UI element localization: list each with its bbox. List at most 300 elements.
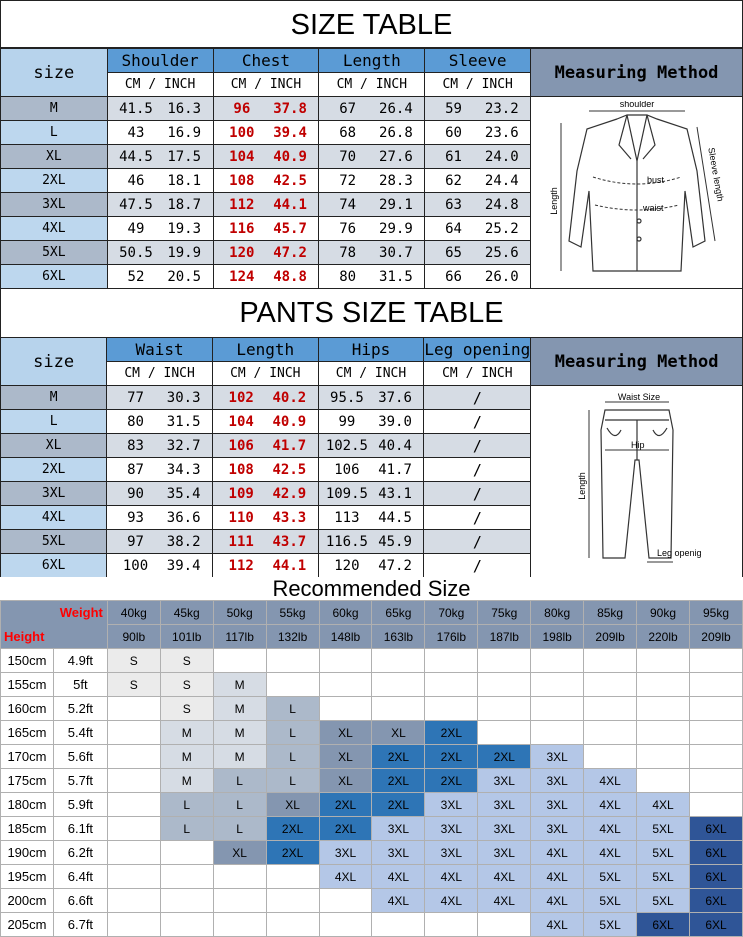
inch-value: 44.1 — [273, 196, 307, 213]
cm-value: 77 — [127, 389, 144, 406]
recommended-size-cell: 6XL — [689, 841, 742, 865]
height-ft: 5.2ft — [53, 697, 107, 721]
recommended-size-cell — [478, 673, 531, 697]
inch-value: 43.1 — [378, 485, 412, 502]
recommended-size-cell: L — [266, 721, 319, 745]
size-cell: 5XL — [1, 241, 108, 265]
recommended-size-cell — [689, 649, 742, 673]
inch-value: 44.5 — [378, 509, 412, 526]
coat-size-table-title: SIZE TABLE — [0, 0, 743, 48]
value-cell — [107, 554, 213, 578]
recommended-size-cell — [319, 889, 372, 913]
recommended-size-cell — [637, 697, 690, 721]
inch-value: 40.4 — [378, 437, 412, 454]
inch-value: 25.6 — [484, 244, 519, 261]
recommended-size-cell — [689, 721, 742, 745]
value-cell: / — [424, 530, 531, 554]
recommended-size-cell — [531, 673, 584, 697]
inch-value: 30.3 — [166, 389, 201, 406]
inch-value: 48.8 — [273, 268, 307, 285]
recommended-size-cell: S — [160, 673, 213, 697]
value-cell — [318, 554, 424, 578]
pants-diagram-icon — [547, 390, 727, 570]
measuring-diagram — [531, 97, 743, 289]
recommended-size-cell — [160, 889, 213, 913]
value-cell — [425, 217, 531, 241]
value-cell — [107, 97, 213, 121]
recommended-size-cell: 2XL — [425, 745, 478, 769]
value-cell — [318, 386, 424, 410]
value-cell — [212, 386, 318, 410]
inch-value: 41.7 — [378, 461, 412, 478]
value-cell — [107, 265, 213, 289]
measuring-method-header: Measuring Method — [531, 338, 743, 386]
recommended-size-cell: 3XL — [425, 793, 478, 817]
value-cell — [107, 386, 213, 410]
inch-value: 37.6 — [378, 389, 412, 406]
column-header: Shoulder — [107, 49, 213, 73]
svg-text:Length: Length — [576, 471, 587, 500]
height-ft: 6.4ft — [53, 865, 107, 889]
weight-height-corner — [1, 601, 108, 649]
height-cm: 160cm — [1, 697, 54, 721]
unit-label: CM / INCH — [424, 362, 531, 386]
recommended-size-cell — [637, 673, 690, 697]
pants-size-table-title: PANTS SIZE TABLE — [0, 289, 743, 337]
size-cell: M — [1, 386, 107, 410]
recommended-size-cell: 4XL — [531, 913, 584, 937]
recommended-size-cell — [689, 769, 742, 793]
height-ft: 5.4ft — [53, 721, 107, 745]
recommended-size-cell: 4XL — [531, 865, 584, 889]
recommended-size-cell — [478, 697, 531, 721]
value-cell — [319, 193, 425, 217]
inch-value: 42.9 — [272, 485, 307, 502]
height-row — [1, 769, 743, 793]
cm-value: 80 — [339, 268, 357, 285]
value-cell — [213, 121, 319, 145]
size-header: size — [1, 49, 108, 97]
cm-value: 59 — [445, 100, 462, 117]
recommended-size-cell: 5XL — [637, 841, 690, 865]
value-cell — [318, 506, 424, 530]
value-cell — [319, 121, 425, 145]
inch-value: 40.2 — [272, 389, 307, 406]
column-header: Hips — [318, 338, 424, 362]
weight-lb-header: 220lb — [637, 625, 690, 649]
size-cell: 6XL — [1, 265, 108, 289]
value-cell — [213, 265, 319, 289]
recommended-size-cell — [266, 913, 319, 937]
recommended-size-cell: 4XL — [584, 817, 637, 841]
svg-text:bust: bust — [646, 174, 664, 185]
recommended-size-cell — [213, 649, 266, 673]
recommended-size-cell: XL — [319, 769, 372, 793]
cm-value: 62 — [445, 172, 462, 189]
value-cell — [319, 169, 425, 193]
recommended-size-cell — [319, 913, 372, 937]
recommended-size-cell — [584, 649, 637, 673]
height-cm: 165cm — [1, 721, 54, 745]
recommended-size-cell — [637, 769, 690, 793]
recommended-size-cell — [107, 817, 160, 841]
value-cell — [319, 241, 425, 265]
height-ft: 6.6ft — [53, 889, 107, 913]
height-cm: 180cm — [1, 793, 54, 817]
height-label: Height — [4, 629, 45, 644]
cm-value: 63 — [445, 196, 462, 213]
recommended-size-cell: 3XL — [478, 841, 531, 865]
value-cell — [212, 410, 318, 434]
recommended-size-cell: L — [160, 793, 213, 817]
height-cm: 205cm — [1, 913, 54, 937]
inch-value: 24.8 — [484, 196, 519, 213]
recommended-size-cell: XL — [266, 793, 319, 817]
unit-label: CM / INCH — [318, 362, 424, 386]
weight-kg-header: 70kg — [425, 601, 478, 625]
recommended-size-cell: 2XL — [319, 793, 372, 817]
weight-lb-header: 163lb — [372, 625, 425, 649]
value-cell: / — [424, 482, 531, 506]
cm-value: 50.5 — [119, 244, 153, 261]
height-cm: 175cm — [1, 769, 54, 793]
recommended-size-cell — [584, 721, 637, 745]
value-cell: / — [424, 386, 531, 410]
cm-value: 116 — [229, 220, 255, 237]
cm-value: 100 — [229, 124, 255, 141]
cm-value: 60 — [445, 124, 462, 141]
unit-label: CM / INCH — [107, 362, 213, 386]
size-cell: XL — [1, 434, 107, 458]
cm-value: 74 — [339, 196, 357, 213]
recommended-size-cell — [689, 793, 742, 817]
inch-value: 25.2 — [484, 220, 519, 237]
height-row — [1, 865, 743, 889]
inch-value: 29.1 — [379, 196, 413, 213]
recommended-size-cell: M — [213, 721, 266, 745]
cm-value: 112 — [229, 196, 255, 213]
height-ft: 4.9ft — [53, 649, 107, 673]
inch-value: 39.4 — [273, 124, 307, 141]
recommended-size-cell — [107, 793, 160, 817]
cm-value: 64 — [445, 220, 462, 237]
size-cell: 4XL — [1, 217, 108, 241]
recommended-size-cell: 5XL — [637, 865, 690, 889]
coat-size-table — [0, 48, 743, 289]
inch-value: 28.3 — [379, 172, 413, 189]
inch-value: 29.9 — [379, 220, 413, 237]
column-header: Sleeve — [425, 49, 531, 73]
recommended-size-cell: 3XL — [372, 841, 425, 865]
recommended-size-cell — [160, 841, 213, 865]
value-cell — [213, 169, 319, 193]
recommended-size-cell: 3XL — [531, 769, 584, 793]
value-cell — [107, 217, 213, 241]
recommended-size-cell: L — [160, 817, 213, 841]
size-cell: M — [1, 97, 108, 121]
svg-text:waist: waist — [642, 202, 664, 213]
weight-kg-header: 85kg — [584, 601, 637, 625]
column-header: Chest — [213, 49, 319, 73]
value-cell — [425, 145, 531, 169]
weight-lb-header: 132lb — [266, 625, 319, 649]
inch-value: 45.9 — [378, 533, 412, 550]
recommended-size-cell: 4XL — [478, 889, 531, 913]
inch-value: 38.2 — [166, 533, 201, 550]
recommended-size-cell — [478, 649, 531, 673]
recommended-size-cell: M — [160, 721, 213, 745]
value-cell — [212, 530, 318, 554]
recommended-size-cell: 4XL — [372, 889, 425, 913]
recommended-size-cell — [372, 697, 425, 721]
inch-value: 20.5 — [167, 268, 202, 285]
unit-label: CM / INCH — [425, 73, 531, 97]
cm-value: 70 — [339, 148, 357, 165]
recommended-size-cell: 4XL — [425, 889, 478, 913]
recommended-size-cell — [584, 697, 637, 721]
recommended-size-cell — [107, 865, 160, 889]
unit-label: CM / INCH — [213, 73, 319, 97]
recommended-size-cell: 4XL — [372, 865, 425, 889]
weight-kg-header: 75kg — [478, 601, 531, 625]
inch-value: 36.6 — [166, 509, 201, 526]
value-cell — [425, 169, 531, 193]
recommended-size-cell: 5XL — [584, 889, 637, 913]
recommended-size-title: Recommended Size — [0, 577, 743, 600]
recommended-size-cell: 4XL — [584, 793, 637, 817]
recommended-size-cell — [689, 697, 742, 721]
svg-text:Sleeve length: Sleeve length — [705, 146, 726, 202]
inch-value: 34.3 — [166, 461, 201, 478]
recommended-size-cell — [266, 865, 319, 889]
cm-value: 106 — [334, 461, 360, 478]
recommended-size-cell — [531, 649, 584, 673]
cm-value: 61 — [445, 148, 462, 165]
value-cell — [425, 241, 531, 265]
inch-value: 35.4 — [166, 485, 201, 502]
size-cell: XL — [1, 145, 108, 169]
size-cell: 2XL — [1, 169, 108, 193]
value-cell — [107, 169, 213, 193]
recommended-size-cell: 3XL — [531, 793, 584, 817]
value-cell — [107, 482, 213, 506]
value-cell — [425, 193, 531, 217]
value-cell: / — [424, 410, 531, 434]
inch-value: 41.7 — [272, 437, 307, 454]
value-cell — [212, 554, 318, 578]
inch-value: 40.9 — [273, 148, 307, 165]
cm-value: 95.5 — [330, 389, 364, 406]
recommended-size-cell — [213, 913, 266, 937]
size-cell: 3XL — [1, 482, 107, 506]
value-cell — [107, 121, 213, 145]
recommended-size-cell: L — [266, 745, 319, 769]
cm-value: 76 — [339, 220, 357, 237]
cm-value: 65 — [445, 244, 462, 261]
value-cell — [212, 506, 318, 530]
recommended-size-cell — [637, 721, 690, 745]
weight-lb-header: 209lb — [584, 625, 637, 649]
weight-kg-row — [1, 601, 743, 625]
recommended-size-cell: 6XL — [637, 913, 690, 937]
height-row — [1, 793, 743, 817]
recommended-size-cell: 2XL — [372, 745, 425, 769]
inch-value: 37.8 — [273, 100, 307, 117]
value-cell — [213, 97, 319, 121]
height-row — [1, 889, 743, 913]
recommended-size-cell: XL — [319, 721, 372, 745]
value-cell — [212, 482, 318, 506]
value-cell — [107, 193, 213, 217]
cm-value: 102.5 — [325, 437, 368, 454]
recommended-size-cell — [425, 697, 478, 721]
recommended-size-cell — [266, 889, 319, 913]
recommended-size-cell — [319, 673, 372, 697]
recommended-size-cell: S — [107, 649, 160, 673]
column-header: Waist — [107, 338, 213, 362]
cm-value: 112 — [228, 557, 254, 574]
height-row — [1, 745, 743, 769]
recommended-size-cell — [160, 913, 213, 937]
inch-value: 23.6 — [484, 124, 519, 141]
inch-value: 26.8 — [379, 124, 413, 141]
recommended-size-cell: 2XL — [425, 769, 478, 793]
recommended-size-cell: 4XL — [531, 841, 584, 865]
cm-value: 43 — [127, 124, 145, 141]
unit-label: CM / INCH — [212, 362, 318, 386]
recommended-size-cell: XL — [213, 841, 266, 865]
cm-value: 102 — [228, 389, 254, 406]
cm-value: 104 — [228, 413, 254, 430]
recommended-size-cell: 4XL — [531, 889, 584, 913]
weight-lb-header: 209lb — [689, 625, 742, 649]
height-cm: 200cm — [1, 889, 54, 913]
svg-text:Leg openig: Leg openig — [656, 547, 702, 558]
height-row — [1, 673, 743, 697]
value-cell — [107, 530, 213, 554]
value-cell — [107, 458, 213, 482]
weight-kg-header: 65kg — [372, 601, 425, 625]
value-cell — [107, 145, 213, 169]
recommended-size-cell — [213, 865, 266, 889]
recommended-size-cell: XL — [372, 721, 425, 745]
cm-value: 80 — [127, 413, 144, 430]
inch-value: 18.1 — [167, 172, 202, 189]
height-ft: 6.2ft — [53, 841, 107, 865]
weight-lb-header: 198lb — [531, 625, 584, 649]
weight-kg-header: 50kg — [213, 601, 266, 625]
header-row — [1, 49, 743, 73]
cm-value: 90 — [127, 485, 144, 502]
recommended-size-cell: 5XL — [584, 913, 637, 937]
cm-value: 104 — [229, 148, 255, 165]
recommended-size-cell: 2XL — [478, 745, 531, 769]
value-cell — [318, 434, 424, 458]
cm-value: 106 — [228, 437, 254, 454]
cm-value: 47.5 — [119, 196, 153, 213]
inch-value: 32.7 — [166, 437, 201, 454]
inch-value: 18.7 — [167, 196, 202, 213]
recommended-size-cell — [107, 697, 160, 721]
value-cell — [319, 265, 425, 289]
value-cell: / — [424, 458, 531, 482]
recommended-size-cell: 6XL — [689, 913, 742, 937]
recommended-size-cell — [266, 673, 319, 697]
height-cm: 155cm — [1, 673, 54, 697]
inch-value: 23.2 — [484, 100, 519, 117]
inch-value: 40.9 — [272, 413, 307, 430]
cm-value: 67 — [339, 100, 357, 117]
cm-value: 109.5 — [325, 485, 368, 502]
size-cell: 6XL — [1, 554, 107, 578]
height-ft: 6.7ft — [53, 913, 107, 937]
value-cell — [318, 410, 424, 434]
recommended-size-cell: 5XL — [637, 817, 690, 841]
cm-value: 49 — [127, 220, 145, 237]
cm-value: 96 — [233, 100, 251, 117]
header-row — [1, 338, 743, 362]
measuring-method-header: Measuring Method — [531, 49, 743, 97]
recommended-size-cell: 3XL — [478, 769, 531, 793]
value-cell — [319, 97, 425, 121]
weight-kg-header: 45kg — [160, 601, 213, 625]
recommended-size-cell: L — [266, 697, 319, 721]
recommended-size-cell: 4XL — [319, 865, 372, 889]
value-cell — [107, 410, 213, 434]
value-cell — [318, 482, 424, 506]
inch-value: 42.5 — [273, 172, 307, 189]
cm-value: 87 — [127, 461, 144, 478]
value-cell — [318, 458, 424, 482]
height-cm: 170cm — [1, 745, 54, 769]
height-cm: 195cm — [1, 865, 54, 889]
recommended-size-cell: 4XL — [584, 841, 637, 865]
cm-value: 116.5 — [325, 533, 368, 550]
height-row — [1, 721, 743, 745]
height-ft: 6.1ft — [53, 817, 107, 841]
recommended-size-cell — [319, 697, 372, 721]
cm-value: 93 — [127, 509, 144, 526]
cm-value: 46 — [127, 172, 145, 189]
inch-value: 30.7 — [379, 244, 413, 261]
recommended-size-cell — [637, 649, 690, 673]
recommended-size-cell — [319, 649, 372, 673]
value-cell — [425, 97, 531, 121]
value-cell: / — [424, 554, 531, 578]
inch-value: 31.5 — [379, 268, 413, 285]
measuring-diagram — [531, 386, 743, 578]
cm-value: 78 — [339, 244, 357, 261]
cm-value: 97 — [127, 533, 144, 550]
recommended-size-cell: M — [213, 745, 266, 769]
cm-value: 66 — [445, 268, 462, 285]
height-ft: 5.7ft — [53, 769, 107, 793]
recommended-size-cell: 3XL — [478, 793, 531, 817]
recommended-size-cell — [531, 721, 584, 745]
recommended-size-cell: 4XL — [425, 865, 478, 889]
recommended-size-cell: 3XL — [425, 817, 478, 841]
recommended-size-cell: 3XL — [531, 817, 584, 841]
recommended-size-cell — [213, 889, 266, 913]
recommended-size-cell: S — [160, 649, 213, 673]
recommended-size-cell: 4XL — [478, 865, 531, 889]
weight-lb-header: 187lb — [478, 625, 531, 649]
inch-value: 24.0 — [484, 148, 519, 165]
recommended-size-cell — [107, 841, 160, 865]
recommended-size-cell: 3XL — [478, 817, 531, 841]
pants-size-table — [0, 337, 743, 578]
cm-value: 108 — [229, 172, 255, 189]
